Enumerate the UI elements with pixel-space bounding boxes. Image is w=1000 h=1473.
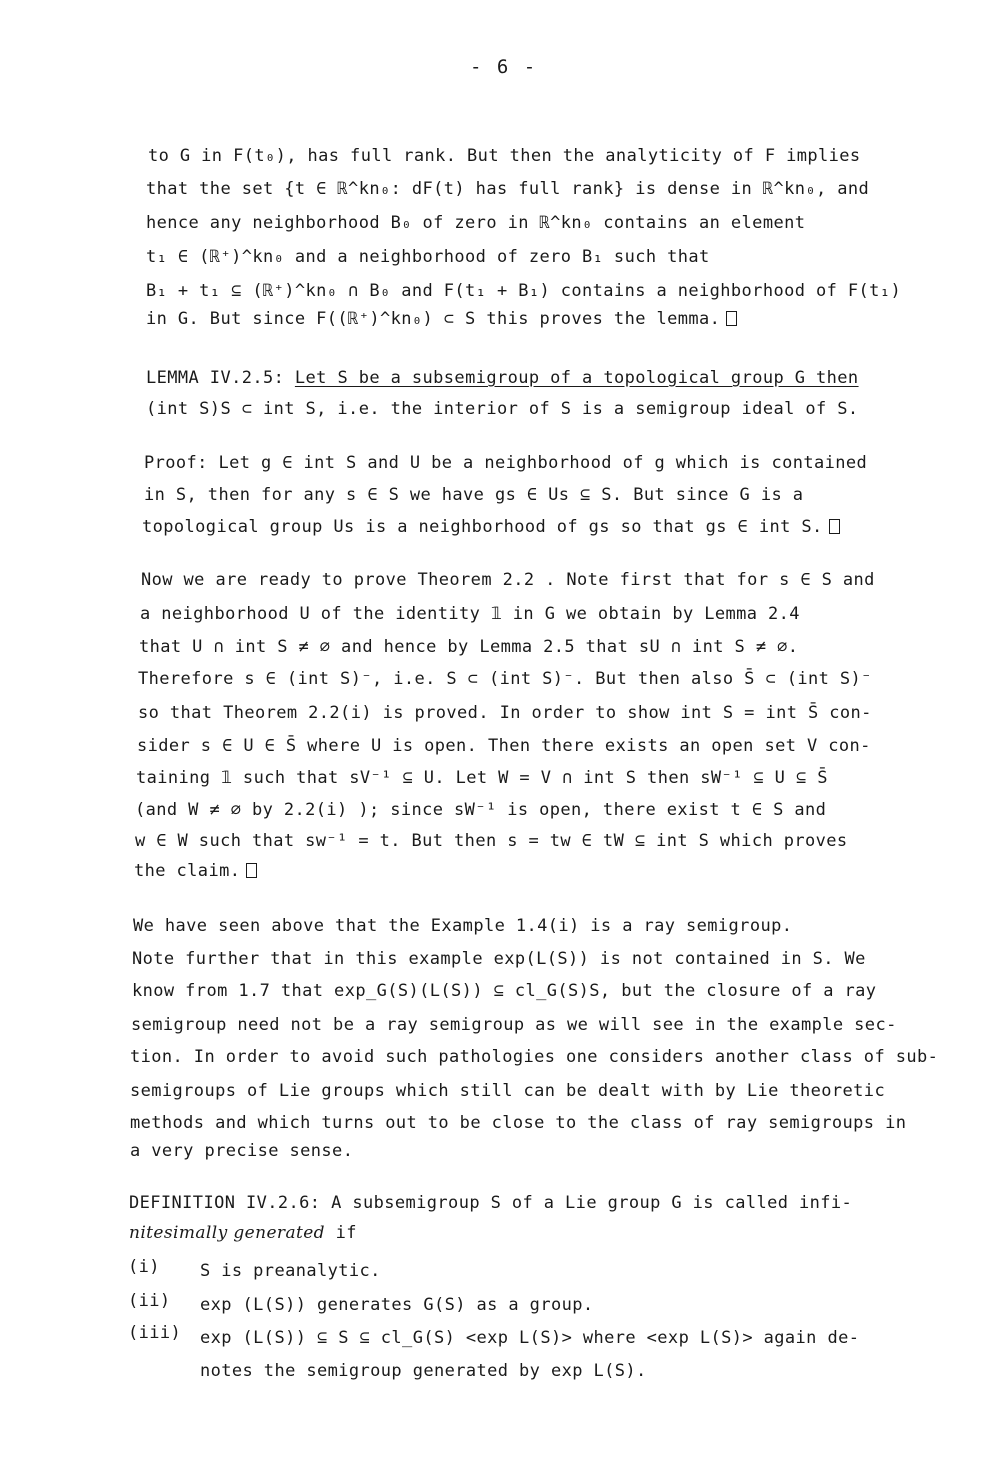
thm-line-2: a neighborhood U of the identity 𝟙 in G we obtain by Lemma 2.4 bbox=[140, 604, 800, 624]
definition-line-2 bbox=[129, 1222, 357, 1244]
para1-line-1: to G in F(t₀), has full rank. But then the analyticity of F implies bbox=[148, 146, 861, 166]
ray-line-6: semigroups of Lie groups which still can be dealt with by Lie theoretic bbox=[130, 1081, 886, 1101]
item-number: (i) bbox=[128, 1257, 160, 1277]
ray-line-4: semigroup need not be a ray semigroup as we will see in the example sec- bbox=[131, 1015, 897, 1035]
lemma-line-2: (int S)S ⊂ int S, i.e. the interior of S is a semigroup ideal of S. bbox=[146, 399, 859, 419]
definition-term-italic: nitesimally generated bbox=[129, 1223, 325, 1243]
proof-line-3-text: topological group Us is a neighborhood of gs so that gs ∈ int S. bbox=[142, 517, 823, 537]
thm-line-1: Now we are ready to prove Theorem 2.2 . Note first that for s ∈ S and bbox=[141, 570, 875, 590]
definition-label: DEFINITION IV.2.6: bbox=[129, 1193, 321, 1213]
page-number: - 6 - bbox=[470, 56, 538, 78]
para1-line-5: B₁ + t₁ ⊆ (ℝ⁺)^kn₀ ∩ B₀ and F(t₁ + B₁) contains a neighborhood of F(t₁) bbox=[146, 281, 902, 301]
item-number: (iii) bbox=[128, 1323, 182, 1343]
definition-item-text: exp (L(S)) generates G(S) as a group. bbox=[200, 1295, 594, 1315]
proof-line-1: Proof: Let g ∈ int S and U be a neighborhood of g which is contained bbox=[144, 453, 868, 473]
item-number: (ii) bbox=[128, 1291, 171, 1311]
definition-last-line: notes the semigroup generated by exp L(S). bbox=[200, 1361, 647, 1381]
definition-tail: if bbox=[335, 1223, 357, 1243]
thm-line-7: taining 𝟙 such that sV⁻¹ ⊆ U. Let W = V ∩ int S then sW⁻¹ ⊆ U ⊆ S̄ bbox=[136, 768, 828, 788]
thm-line-8: (and W ≠ ∅ by 2.2(i) ); since sW⁻¹ is open, there exist t ∈ S and bbox=[135, 800, 827, 820]
ray-line-1: We have seen above that the Example 1.4(i) is a ray semigroup. bbox=[133, 916, 793, 936]
lemma-line-1 bbox=[146, 367, 859, 389]
definition-item bbox=[128, 1256, 160, 1278]
ray-line-5: tion. In order to avoid such pathologies one considers another class of sub- bbox=[130, 1047, 939, 1067]
para1-line-6 bbox=[146, 308, 737, 330]
ray-line-3: know from 1.7 that exp_G(S)(L(S)) ⊆ cl_G(S)S, but the closure of a ray bbox=[132, 981, 877, 1001]
definition-item bbox=[128, 1322, 181, 1344]
thm-line-10 bbox=[134, 860, 257, 882]
qed-square-icon bbox=[726, 311, 737, 326]
ray-line-7: methods and which turns out to be close to the class of ray semigroups in bbox=[130, 1113, 907, 1133]
thm-line-9: w ∈ W such that sw⁻¹ = t. But then s = tw ∈ tW ⊆ int S which proves bbox=[135, 831, 848, 851]
para1-line-2: that the set {t ∈ ℝ^kn₀: dF(t) has full rank} is dense in ℝ^kn₀, and bbox=[146, 179, 870, 199]
ray-line-8: a very precise sense. bbox=[130, 1141, 354, 1161]
proof-line-3 bbox=[142, 516, 840, 538]
para1-line-3: hence any neighborhood B₀ of zero in ℝ^kn₀ contains an element bbox=[146, 213, 806, 233]
definition-item-text: S is preanalytic. bbox=[200, 1261, 381, 1281]
ray-line-2: Note further that in this example exp(L(S)) is not contained in S. We bbox=[132, 949, 866, 969]
para1-line-6-text: in G. But since F((ℝ⁺)^kn₀) ⊂ S this proves the lemma. bbox=[146, 309, 721, 329]
thm-line-3: that U ∩ int S ≠ ∅ and hence by Lemma 2.5 that sU ∩ int S ≠ ∅. bbox=[139, 637, 799, 657]
proof-line-2: in S, then for any s ∈ S we have gs ∈ Us ⊆ S. But since G is a bbox=[144, 485, 804, 505]
definition-text-1: A subsemigroup S of a Lie group G is called infi- bbox=[331, 1193, 853, 1213]
qed-square-icon bbox=[829, 519, 840, 534]
definition-item-text: exp (L(S)) ⊆ S ⊆ cl_G(S) <exp L(S)> where <exp L(S)> again de- bbox=[200, 1328, 860, 1348]
definition-line-1 bbox=[129, 1192, 852, 1214]
lemma-statement-1: Let S be a subsemigroup of a topological group G then bbox=[294, 368, 859, 388]
thm-line-4: Therefore s ∈ (int S)⁻, i.e. S ⊂ (int S)⁻. But then also S̄ ⊂ (int S)⁻ bbox=[138, 669, 872, 689]
lemma-label: LEMMA IV.2.5: bbox=[146, 368, 285, 388]
qed-square-icon bbox=[246, 863, 257, 878]
thm-line-5: so that Theorem 2.2(i) is proved. In order to show int S = int S̄ con- bbox=[138, 703, 872, 723]
definition-item bbox=[128, 1290, 171, 1312]
thm-line-6: sider s ∈ U ∈ S̄ where U is open. Then there exists an open set V con- bbox=[137, 736, 871, 756]
para1-line-4: t₁ ∈ (ℝ⁺)^kn₀ and a neighborhood of zero B₁ such that bbox=[146, 247, 710, 267]
thm-line-10-text: the claim. bbox=[134, 861, 241, 881]
